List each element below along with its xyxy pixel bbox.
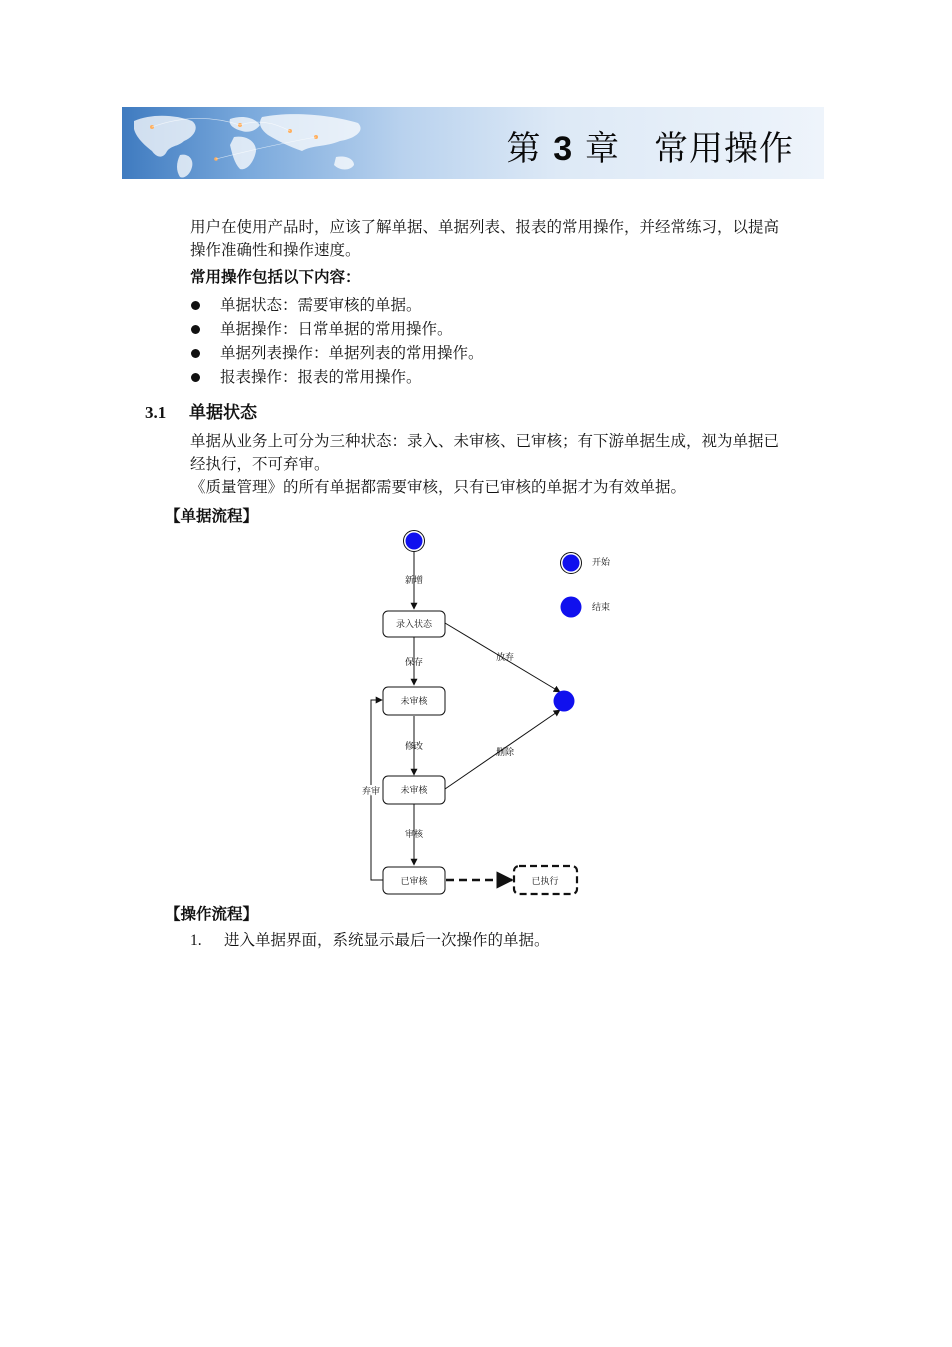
label-save: 保存 (404, 658, 424, 668)
chapter-title: 第 3 章 常用操作 (506, 129, 794, 169)
label-abandon: 放弃 (495, 653, 515, 663)
state-entry-label: 录入状态 (395, 620, 433, 630)
list-item: 单据列表操作：单据列表的常用操作。 (190, 341, 790, 365)
start-node-fill (406, 533, 423, 550)
label-new: 新增 (404, 576, 424, 586)
state-unaudited-1-label: 未审核 (400, 697, 428, 707)
legend-start-fill (563, 555, 580, 572)
label-delete: 删除 (495, 748, 515, 758)
legend-end-icon (561, 597, 582, 618)
list-item: 单据操作：日常单据的常用操作。 (190, 317, 790, 341)
end-node (554, 691, 575, 712)
chapter-banner (122, 107, 824, 179)
bullet-icon (191, 373, 200, 382)
flow-heading: 【单据流程】 (165, 507, 259, 525)
list-item: 报表操作：报表的常用操作。 (190, 365, 790, 389)
state-unaudited-2-label: 未审核 (400, 786, 428, 796)
section-paragraph-1: 单据从业务上可分为三种状态：录入、未审核、已审核；有下游单据生成，视为单据已经执行，不可弃审。 (190, 432, 780, 473)
bullet-icon (191, 325, 200, 334)
state-executed-label: 已执行 (531, 877, 559, 887)
bullet-icon (191, 349, 200, 358)
bullet-icon (191, 301, 200, 310)
operations-list (190, 293, 790, 389)
label-audit: 审核 (404, 830, 424, 840)
list-item: 单据状态：需要审核的单据。 (190, 293, 790, 317)
intro-paragraph: 用户在使用产品时，应该了解单据、单据列表、报表的常用操作，并经常练习，以提高操作准确性和操作速度。 (190, 218, 780, 259)
world-map-icon (122, 107, 442, 179)
label-modify: 修改 (404, 742, 424, 752)
section-paragraph-2: 《质量管理》的所有单据都需要审核，只有已审核的单据才为有效单据。 (190, 478, 687, 496)
legend-end-label: 结束 (592, 603, 611, 613)
section-heading: 3.1 单据状态 (145, 403, 257, 423)
legend-start-label: 开始 (592, 558, 611, 568)
state-audited-label: 已审核 (400, 877, 428, 887)
list-heading: 常用操作包括以下内容： (190, 268, 361, 286)
label-unaudit: 弃审 (361, 787, 381, 797)
operation-heading: 【操作流程】 (165, 905, 259, 923)
document-state-diagram (340, 522, 640, 900)
step-item: 1. 进入单据界面，系统显示最后一次操作的单据。 (190, 931, 550, 949)
